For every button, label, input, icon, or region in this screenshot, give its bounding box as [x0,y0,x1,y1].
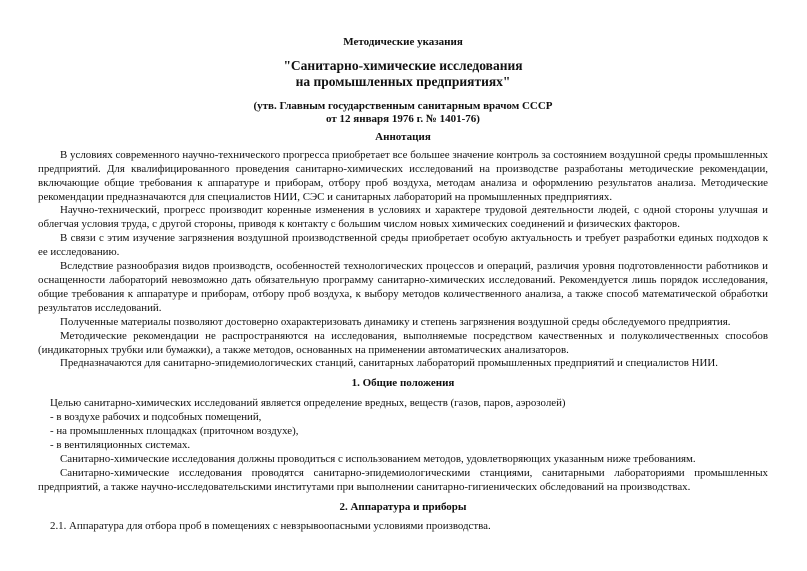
approval-statement [38,100,768,127]
document-title-line-1: "Санитарно-химические исследования [283,57,523,73]
approval-line-1: (утв. Главным государственным санитарным врачом СССР [253,99,553,112]
annotation-paragraph: Вследствие разнообразия видов производств, особенностей технологических процессов и операций, различия уровня подготовленности работников и оснащенности лабораторий невозможно дать обязательную программу санитарно-химических исследований. Рекомендуется лишь порядок исследования, общие требования к аппаратуре и приборам, отбору проб воздуха, к выбору методов количественного анализа, а также способ математической обработки результатов исследований. [38,260,768,314]
list-item: - в воздухе рабочих и подсобных помещений, [50,411,262,424]
annotation-paragraph: Предназначаются для санитарно-эпидемиологических станций, санитарных лабораторий промышленных предприятий и специалистов НИИ. [60,357,718,370]
list-item: - на промышленных площадках (приточном воздухе), [50,425,299,438]
section-1-intro: Целью санитарно-химических исследований является определение вредных, веществ (газов, паров, аэрозолей) [50,397,566,410]
annotation-body [38,149,768,372]
document-type: Методические указания [343,36,463,48]
section-2-heading: 2. Аппаратура и приборы [339,500,467,513]
section-1-paragraph: Санитарно-химические исследования проводятся санитарно-эпидемиологическими станциями, санитарными лабораториями промышленных предприятий, а также научно-исследовательскими институтами при выполнении санитарно-гигиенических обследований на производствах. [38,466,768,493]
annotation-paragraph: В связи с этим изучение загрязнения воздушной производственной среды приобретает особую актуальность и требует разработки единых подходов к ее исследованию. [38,232,768,259]
section-1-paragraph: Санитарно-химические исследования должны проводиться с использованием методов, удовлетворяющих указанным ниже требованиям. [60,452,696,465]
section-2-body [38,520,768,534]
document-page [38,36,768,534]
annotation-paragraph: Научно-технический, прогресс производит коренные изменения в условиях и характере трудовой деятельности людей, с одной стороны улучшая и облегчая условия труда, с другой стороны, приводя к контакту с большим числом новых химических соединений и физических факторов. [38,204,768,231]
document-title-line-2: на промышленных предприятиях" [295,73,511,89]
approval-line-2: от 12 января 1976 г. № 1401-76) [326,113,480,126]
document-title [38,58,768,90]
list-item: - в вентиляционных системах. [50,438,191,451]
annotation-heading: Аннотация [375,130,431,143]
section-1-heading: 1. Общие положения [351,377,455,390]
section-1-body [38,397,768,494]
annotation-paragraph: Полученные материалы позволяют достоверно охарактеризовать динамику и степень загрязнения воздушной среды обследуемого предприятия. [60,315,731,328]
section-2-item: 2.1. Аппаратура для отбора проб в помещениях с невзрывоопасными условиями производства. [50,520,491,533]
annotation-paragraph: Методические рекомендации не распространяются на исследования, выполняемые посредством качественных и полуколичественных способов (индикаторных трубки или бумажки), а также методов, основанных на применении автоматических анализаторов. [38,329,768,356]
annotation-paragraph: В условиях современного научно-технического прогресса приобретает все большее значение контроль за состоянием воздушной среды промышленных предприятий. Для квалифицированного проведения санитарно-химических исследований на производстве разработаны методические рекомендации, включающие общие требования к аппаратуре и приборам, отбору проб воздуха, методам анализа и оформлению результатов анализа. Методические рекомендации предназначаются для специалистов НИИ, СЭС и санитарных лабораторий на промышленных предприятиях. [38,148,768,203]
